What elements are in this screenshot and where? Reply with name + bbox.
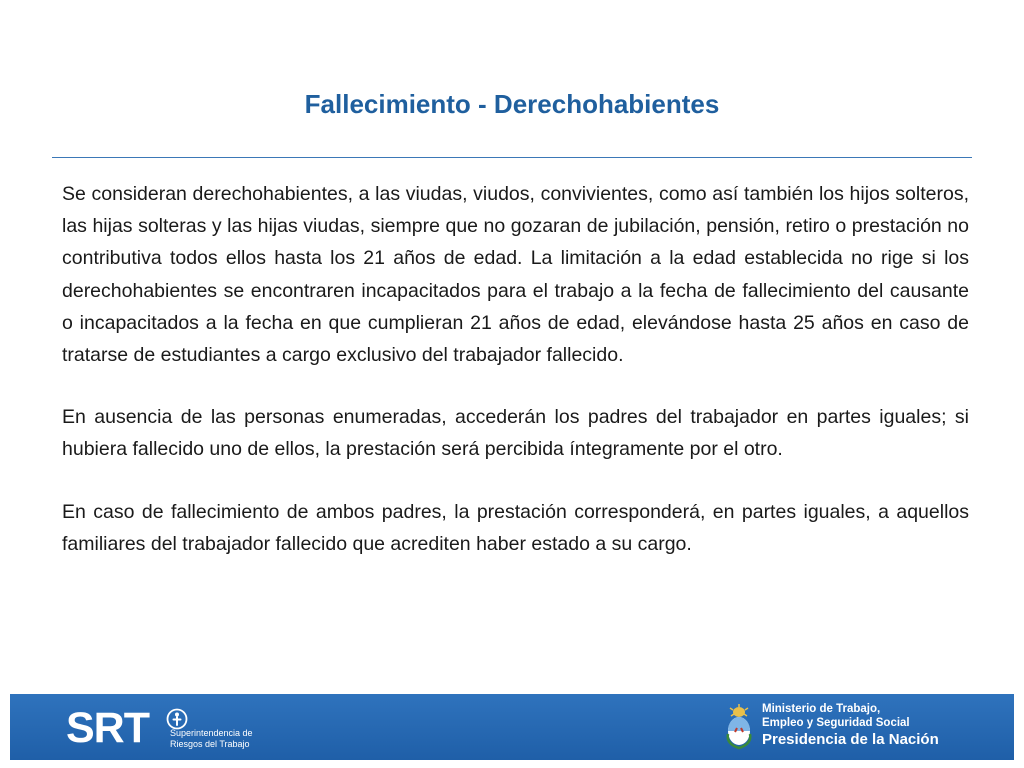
presidencia-label: Presidencia de la Nación: [762, 731, 939, 748]
title-divider: [52, 157, 972, 158]
srt-caption: [170, 728, 253, 750]
argentina-coat-of-arms-icon: [724, 704, 754, 750]
srt-logo-text: SRT: [66, 704, 149, 752]
ministry-text: [762, 702, 939, 749]
page-title: Fallecimiento - Derechohabientes: [304, 89, 720, 119]
paragraph-padres: En ausencia de las personas enumeradas, accederán los padres del trabajador en partes iguales; si hubiera fallecido uno de ellos, la prestación será percibida íntegramente por el otro.: [62, 406, 969, 461]
srt-caption-line1: Superintendencia de: [170, 728, 253, 738]
srt-caption-line2: Riesgos del Trabajo: [170, 739, 250, 749]
paragraph-derechohabientes: Se consideran derechohabientes, a las viudas, viudos, convivientes, como así también los hijos solteros, las hijas solteras y las hijas viudas, siempre que no gozaran de jubilación, pensión, retiro o prestación no contributiva todos ellos hasta los 21 años de edad. La limitación a la edad establecida no rige si los derechohabientes se encontraren incapacitados para el trabajo a la fecha de fallecimiento del causante o incapacitados a la fecha en que cumplieran 21 años de edad, elevándose hasta 25 años en caso de tratarse de estudiantes a cargo exclusivo del trabajador fallecido.: [62, 183, 969, 367]
paragraph-familiares: En caso de fallecimiento de ambos padres, la prestación corresponderá, en partes iguales, a aquellos familiares del trabajador fallecido que acrediten haber estado a su cargo.: [62, 500, 969, 555]
footer-bar: [10, 694, 1014, 760]
ministry-name-line1: Ministerio de Trabajo,: [762, 703, 881, 715]
ministry-name-line2: Empleo y Seguridad Social: [762, 717, 910, 729]
slide-body: [62, 178, 969, 590]
srt-emblem-icon: [166, 708, 188, 730]
